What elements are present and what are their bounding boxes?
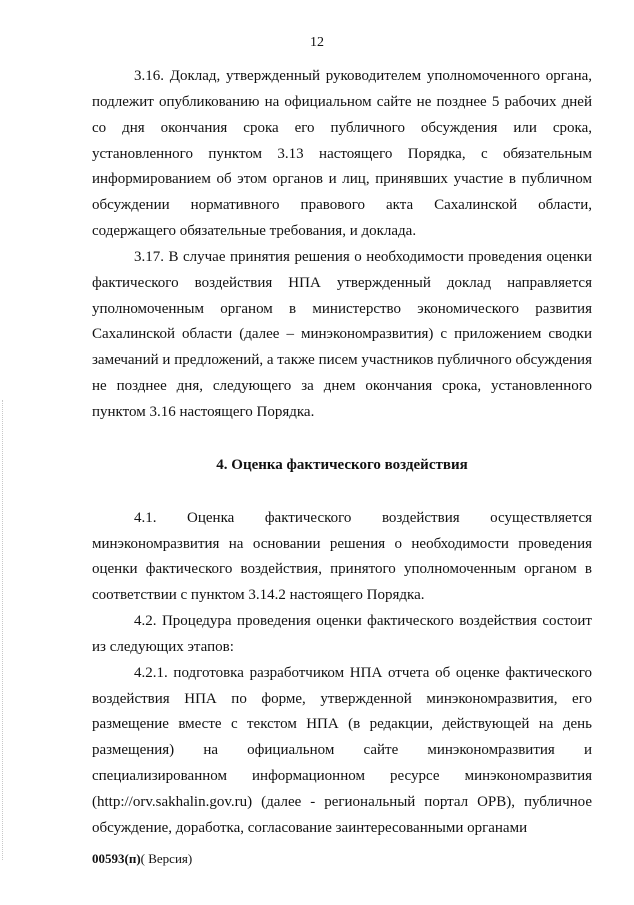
version-label: ( Версия) [140,851,193,866]
document-code: 00593(п) [92,851,141,866]
paragraph-4-2-1: 4.2.1. подготовка разработчиком НПА отчета об оценке фактического воздействия НПА по форме, утвержденной минэкономразвития, его размещение вместе с текстом НПА (в редакции, действующей на день размещения) на официальном сайте минэкономразвития и специализированном информационном ресурсе минэкономразвития (http://orv.sakhalin.gov.ru) (далее - региональный портал ОРВ), публичное обсуждение, доработка, согласование заинтересованными органами [92,664,592,836]
section-heading: 4. Оценка фактического воздействия [216,456,468,473]
spacer [92,426,592,453]
document-footer [92,850,192,868]
document-body [92,64,592,842]
paragraph-3-17: 3.17. В случае принятия решения о необходимости проведения оценки фактического воздействия НПА утвержденный доклад направляется уполномоченным органом в министерство экономического развития Сахалинской области (далее – минэкономразвития) с приложением сводки замечаний и предложений, а также писем участников публичного обсуждения не позднее дня, следующего за днем окончания срока, установленного пунктом 3.16 настоящего Порядка. [92,248,592,420]
paragraph-4-2: 4.2. Процедура проведения оценки фактического воздействия состоит из следующих этапов: [92,613,592,655]
page-number: 12 [310,35,324,50]
scan-margin-marks [2,400,4,860]
paragraph-3-16: 3.16. Доклад, утвержденный руководителем уполномоченного органа, подлежит опубликованию на официальном сайте не позднее 5 рабочих дней со дня окончания срока его публичного обсуждения или срока, установленного пунктом 3.13 настоящего Порядка, с обязательным информированием об этом органов и лиц, принявших участие в публичном обсуждении нормативного правового акта Сахалинской области, содержащего обязательные требования, и доклада. [92,68,592,240]
spacer [92,479,592,506]
paragraph-4-1: 4.1. Оценка фактического воздействия осуществляется минэкономразвития на основании решения о необходимости проведения оценки фактического воздействия, принятого уполномоченным органом в соответствии с пунктом 3.14.2 настоящего Порядка. [92,509,592,604]
